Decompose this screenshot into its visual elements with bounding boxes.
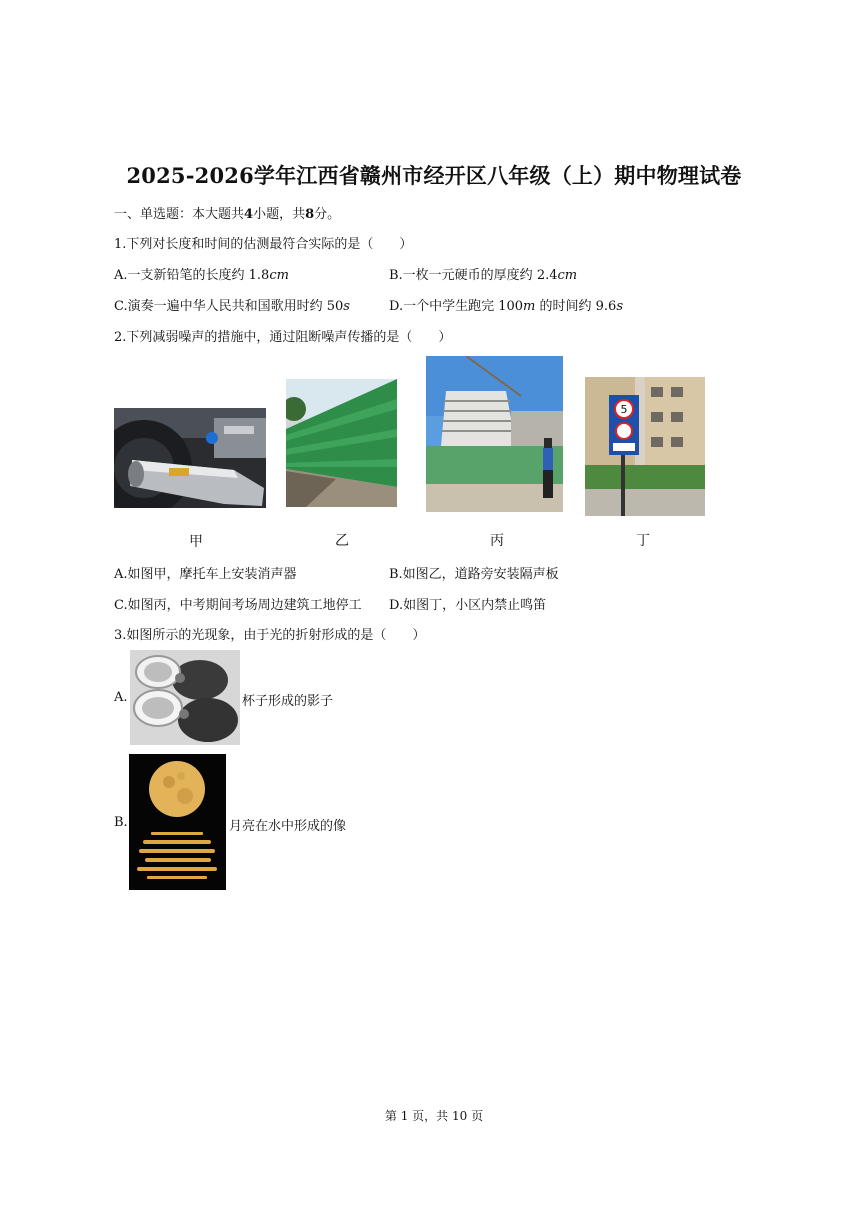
q1-option-c-text: C.演奏一遍中华人民共和国歌用时约 50 [114, 299, 344, 314]
q1-option-b-unit: cm [557, 268, 578, 283]
q1-option-a [114, 264, 289, 283]
total-score: 8 [305, 207, 315, 222]
page-title: 2025-2026学年江西省赣州市经开区八年级（上）期中物理试卷 [126, 163, 742, 188]
q3-option-a-text: 杯子形成的影子 [242, 694, 334, 709]
no-honking-sign-photo [585, 377, 705, 516]
q3-option-b-text: 月亮在水中形成的像 [229, 819, 347, 834]
q2-option-b: B.如图乙，道路旁安装隔声板 [389, 567, 559, 582]
caption-bing: 丙 [490, 533, 504, 549]
q2-option-d: D.如图丁，小区内禁止鸣笛 [389, 598, 547, 613]
q1-option-d [389, 295, 623, 314]
caption-jia: 甲 [189, 534, 203, 550]
page-footer: 第 1 页，共 10 页 [384, 1109, 484, 1123]
q1-stem: 1.下列对长度和时间的估测最符合实际的是（ ） [114, 237, 413, 252]
cup-shadow-photo [130, 650, 240, 745]
q1-option-d-unit2: s [616, 299, 623, 314]
q2-stem: 2.下列减弱噪声的措施中，通过阻断噪声传播的是（ ） [114, 330, 452, 345]
q1-option-d-unit1: m [523, 299, 536, 314]
q3-stem: 3.如图所示的光现象，由于光的折射形成的是（ ） [114, 628, 426, 643]
q1-option-b [389, 264, 577, 283]
construction-site-photo [426, 356, 563, 512]
q3-option-b-label: B. [114, 815, 128, 830]
speed-limit-number: 5 [620, 403, 628, 416]
section-middle: 小题，共 [253, 207, 306, 222]
q1-option-d-text: D.一个中学生跑完 100 [389, 299, 524, 314]
question-count: 4 [244, 207, 254, 222]
caption-yi: 乙 [335, 533, 349, 549]
q1-option-b-text: B.一枚一元硬币的厚度约 2.4 [389, 268, 558, 283]
q1-option-a-unit: cm [269, 268, 289, 283]
q1-option-c-unit: s [343, 299, 350, 314]
moon-reflection-photo [129, 754, 226, 890]
section-suffix: 分。 [314, 207, 341, 222]
q1-option-d-text-mid: 的时间约 9.6 [535, 299, 617, 314]
q3-option-a-label: A. [114, 690, 128, 705]
section-prefix: 一、单选题：本大题共 [114, 207, 245, 222]
caption-ding: 丁 [636, 533, 650, 549]
motorcycle-muffler-photo [114, 408, 266, 508]
q1-option-a-text: A.一支新铅笔的长度约 1.8 [114, 268, 270, 283]
section-heading [114, 203, 340, 222]
q2-option-c: C.如图丙，中考期间考场周边建筑工地停工 [114, 598, 362, 613]
noise-barrier-photo [286, 379, 397, 507]
q2-option-a: A.如图甲，摩托车上安装消声器 [114, 567, 297, 582]
q1-option-c [114, 295, 350, 314]
